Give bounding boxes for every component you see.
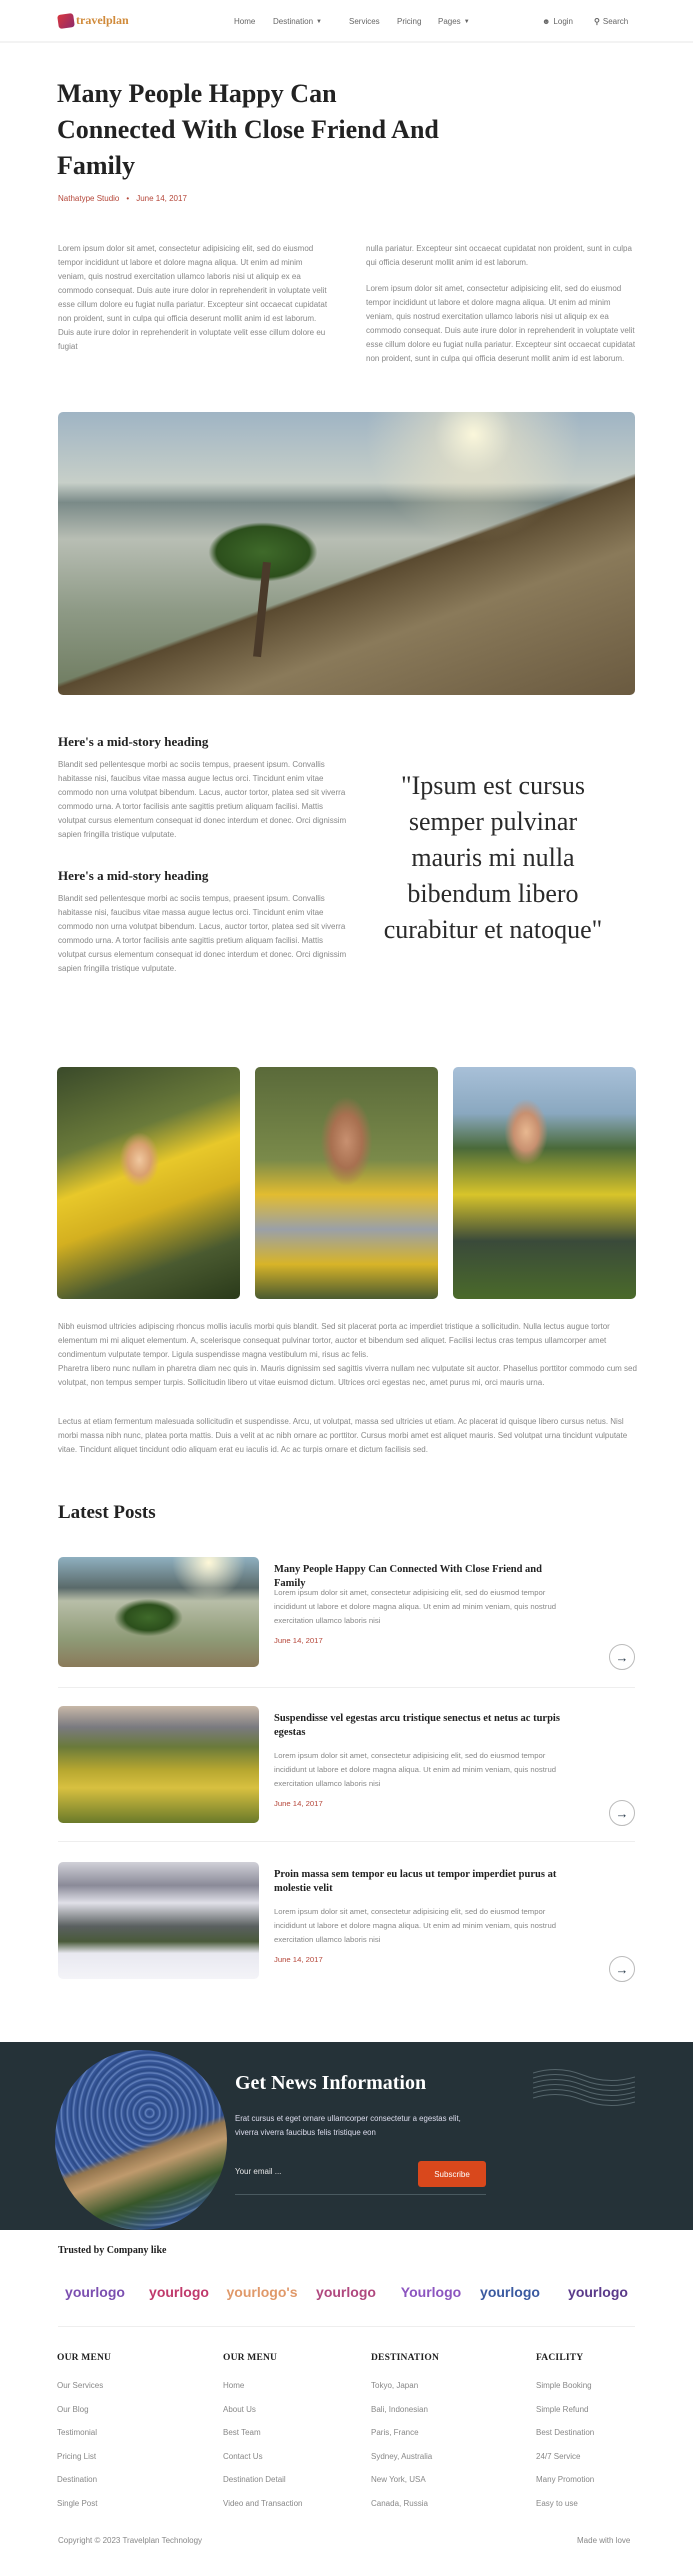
post-date: June 14, 2017 [274,1799,323,1808]
partner-logo: yourlogo [316,2284,376,2300]
footer-link[interactable]: Canada, Russia [371,2498,428,2508]
logo-text: travelplan [76,13,129,27]
star-trail-image [55,2050,227,2230]
login-label: Login [553,17,573,26]
intro-left: Lorem ipsum dolor sit amet, consectetur adipisicing elit, sed do eiusmod tempor incididunt ut labore et dolore magna aliqua. Ut enim ad minim veniam, quis nostrud exercitation ullamco laboris nisi ut aliquip ex ea commodo consequat. Duis aute irure dolor in reprehenderit in voluptate velit esse cillum dolore eu fugiat nulla pariatur. Excepteur sint occaecat cupidatat non proident, sunt in culpa qui officia deserunt mollit anim id est laborum. Duis aute irure dolor in reprehenderit in voluptate velit esse cillum dolore eu fugiat [58,244,328,351]
mid-text-2: Blandit sed pellentesque morbi ac sociis tempus, praesent ipsum. Convallis habitasse nisi, faucibus vitae massa augue lectus orci. Tincidunt enim vitae commodo non urna volutpat bibendum. Lacus, auctor tortor, platea sed sit viverra commodo urna. A tortor facilisis ante sagittis pretium aliquam facilisi. Mattis volutpat cursus elementum consequat id donec interdum et donec. Orci dignissim sapien fringilla tristique vulputate. [58,894,347,973]
body-paragraph-1a: Nibh euismod ultricies adipiscing rhoncus mollis iaculis morbi quis blandit. Sed sit placerat porta ac imperdiet tristique a sollicitudin. Nulla lectus augue tortor elementum mi mi aliquet elementum. A, scelerisque consequat pulvinar tortor, auctor et bibendum sed aliquet. Facilisi lectus cras tempus ullamcorper amet condimentum vulputate tempor. Ligula suspendisse magna vestibulum mi, risus ac felis. [58,1322,610,1359]
copyright: Copyright © 2023 Travelplan Technology [58,2536,203,2545]
post-title[interactable]: Proin massa sem tempor eu lacus ut tempor imperdiet purus at molestie velit [274,1869,557,1894]
gallery-image-2 [255,1067,438,1299]
caret-down-icon: ▼ [463,18,470,25]
login-link[interactable] [542,17,573,26]
footer-link[interactable]: Bali, Indonesian [371,2404,428,2414]
footer-link[interactable]: Testimonial [57,2428,98,2437]
search-button[interactable] [594,17,628,26]
newsletter-heading: Get News Information [235,2072,427,2094]
post-excerpt: Lorem ipsum dolor sit amet, consectetur adipisicing elit, sed do eiusmod tempor incididunt ut labore et dolore magna aliqua. Ut enim ad minim veniam, quis nostrud exercitation ullamco laboris nisi [274,1588,557,1625]
nav-label: Services [349,17,380,26]
partner-logo: yourlogo [65,2284,125,2300]
trusted-heading: Trusted by Company like [58,2245,167,2256]
footer-link[interactable]: New York, USA [371,2475,426,2484]
post-excerpt: Lorem ipsum dolor sit amet, consectetur adipisicing elit, sed do eiusmod tempor incididunt ut labore et dolore magna aliqua. Ut enim ad minim veniam, quis nostrud exercitation ullamco laboris nisi [274,1907,557,1944]
post-thumbnail[interactable] [58,1557,259,1667]
gallery-image-1 [57,1067,240,1299]
mid-heading-2: Here's a mid-story heading [58,868,209,883]
input-underline [235,2194,486,2195]
logo[interactable] [58,13,129,28]
mid-text-1: Blandit sed pellentesque morbi ac sociis tempus, praesent ipsum. Convallis habitasse nisi, faucibus vitae massa augue lectus orci. Tincidunt enim vitae commodo non urna volutpat bibendum. Lacus, auctor tortor, platea sed sit viverra commodo urna. A tortor facilisis ante sagittis pretium aliquam facilisi. Mattis volutpat cursus elementum consequat id donec interdum et donec. Orci dignissim sapien fringilla tristique vulputate. [58,760,347,839]
footer-link[interactable]: Simple Refund [536,2404,589,2414]
intro-right-1: nulla pariatur. Excepteur sint occaecat cupidatat non proident, sunt in culpa qui officia deserunt mollit anim id est laborum. [366,244,632,267]
nav-label: Pricing [397,17,422,26]
pull-quote: "Ipsum est cursus semper pulvinar mauris mi nulla bibendum libero curabitur et natoque" [383,771,603,944]
nav-label: Pages [438,17,461,26]
post-excerpt: Lorem ipsum dolor sit amet, consectetur adipisicing elit, sed do eiusmod tempor incididunt ut labore et dolore magna aliqua. Ut enim ad minim veniam, quis nostrud exercitation ullamco laboris nisi [274,1751,557,1788]
article-meta [58,194,187,203]
footer-heading: OUR MENU [57,2353,112,2363]
email-input[interactable] [235,2160,410,2182]
footer-link[interactable]: Destination Detail [223,2475,286,2484]
subscribe-button[interactable]: Subscribe [418,2161,486,2187]
logo-mark-icon [57,12,75,28]
body-paragraph-2: Lectus at etiam fermentum malesuada sollicitudin et suspendisse. Arcu, ut volutpat, massa sed ultricies ut etiam. Ac placerat id quisque libero cursus netus. Nisl morbi massa nibh nunc, platea porta mattis. Duis a velit at ac nibh ornare ac porttitor. Cursus morbi amet est aliquet mauris. Sed volutpat urna tincidunt vulputate vitae. Tincidunt aliquet tincidunt odio aliquam erat eu iaculis id. Ac ac turpis ornare et dictum facilisis sed. [58,1417,628,1454]
footer-link[interactable]: Pricing List [57,2451,97,2461]
nav-label: Home [234,17,256,26]
footer-link[interactable]: Easy to use [536,2498,578,2508]
footer-link[interactable]: Video and Transaction [223,2498,303,2508]
partner-logo: yourlogo [149,2284,209,2300]
nav-item-home[interactable] [234,17,255,26]
dot-separator: • [126,194,130,203]
nav-item-pages[interactable] [438,17,470,26]
nav-label: Destination [273,17,314,26]
mid-heading-1: Here's a mid-story heading [58,734,209,749]
newsletter-section [0,2042,693,2230]
post-title[interactable]: Suspendisse vel egestas arcu tristique senectus et netus ac turpis egestas [274,1713,560,1738]
body-paragraph-1b: Pharetra libero nunc nullam in pharetra diam nec quis in. Mauris dignissim sed sagittis viverra nullam nec vulputate sit auctor. Phasellus porttitor commodo cum sed volutpat, non tempus semper turpis. Sollicitudin libero ut vitae euismod dictum. Ultrices orci egestas nec, amet purus mi, orci mauris urna. [58,1364,637,1387]
post-thumbnail[interactable] [58,1706,259,1823]
caret-down-icon: ▼ [316,18,322,25]
arrow-right-icon: → [615,1649,629,1665]
intro-right-2: Lorem ipsum dolor sit amet, consectetur adipisicing elit, sed do eiusmod tempor incididunt ut labore et dolore magna aliqua. Ut enim ad minim veniam, quis nostrud exercitation ullamco laboris nisi ut aliquip ex ea commodo consequat. Duis aute irure dolor in reprehenderit in voluptate velit esse cillum dolore eu fugiat nulla pariatur. Excepteur sint occaecat cupidatat non proident, sunt in culpa qui officia deserunt mollit anim id est laborum. [366,284,636,363]
author[interactable]: Nathatype Studio [58,194,120,203]
search-label: Search [602,17,629,26]
post-title[interactable]: Many People Happy Can Connected With Close Friend and Family [274,1564,542,1589]
footer-link[interactable]: Our Services [57,2381,104,2390]
footer-heading: FACILITY [536,2353,584,2363]
footer-link[interactable]: Best Team [223,2428,261,2437]
page-title: Many People Happy Can Connected With Close Friend And Family [57,79,439,180]
post-divider [58,1841,635,1842]
footer-link[interactable]: Tokyo, Japan [371,2381,419,2390]
partner-logo: Yourlogo [400,2284,462,2300]
footer-heading: DESTINATION [371,2353,440,2363]
post-date: June 14, 2017 [274,1636,323,1645]
footer-heading: OUR MENU [223,2353,278,2363]
latest-posts-heading: Latest Posts [58,1502,156,1523]
read-more-button[interactable] [609,1956,635,1982]
arrow-right-icon: → [615,1961,629,1977]
search-icon: ⚲ [594,17,600,26]
read-more-button[interactable] [609,1644,635,1670]
post-date: June 14, 2017 [274,1955,323,1964]
footer-link[interactable]: Paris, France [371,2428,419,2437]
footer-link[interactable]: Best Destination [536,2428,595,2437]
footer-link[interactable]: Contact Us [223,2451,263,2461]
footer-link[interactable]: Sydney, Australia [371,2451,433,2461]
post-thumbnail[interactable] [58,1862,259,1979]
footer-link[interactable]: Home [223,2381,245,2390]
date: June 14, 2017 [136,194,187,203]
nav-item-destination[interactable] [273,17,322,26]
made-with-love: Made with love [577,2536,631,2545]
gallery-image-3 [453,1067,636,1299]
footer-link[interactable]: 24/7 Service [536,2451,581,2461]
user-icon: ☻ [542,17,551,26]
footer-link[interactable]: Many Promotion [536,2475,595,2484]
arrow-right-icon: → [615,1805,629,1821]
read-more-button[interactable] [609,1800,635,1826]
post-divider [58,1687,635,1688]
partner-logo: yourlogo's [226,2284,298,2300]
hero-image [58,412,635,695]
footer-link[interactable]: Single Post [57,2498,98,2508]
newsletter-text: Erat cursus et eget ornare ullamcorper consectetur a egestas elit, viverra viverra faucibus felis tristique eon [235,2114,461,2137]
partner-logo: yourlogo [480,2284,540,2300]
footer-link[interactable]: Simple Booking [536,2381,592,2390]
wave-decoration-icon [533,2067,635,2107]
nav-item-pricing[interactable] [397,17,421,26]
site-header [0,0,693,43]
footer-divider [58,2326,635,2327]
footer-link[interactable]: Our Blog [57,2404,89,2414]
footer-link[interactable]: About Us [223,2404,256,2414]
footer-link[interactable]: Destination [57,2475,98,2484]
partner-logo: yourlogo [568,2284,628,2300]
nav-item-services[interactable] [349,17,380,26]
